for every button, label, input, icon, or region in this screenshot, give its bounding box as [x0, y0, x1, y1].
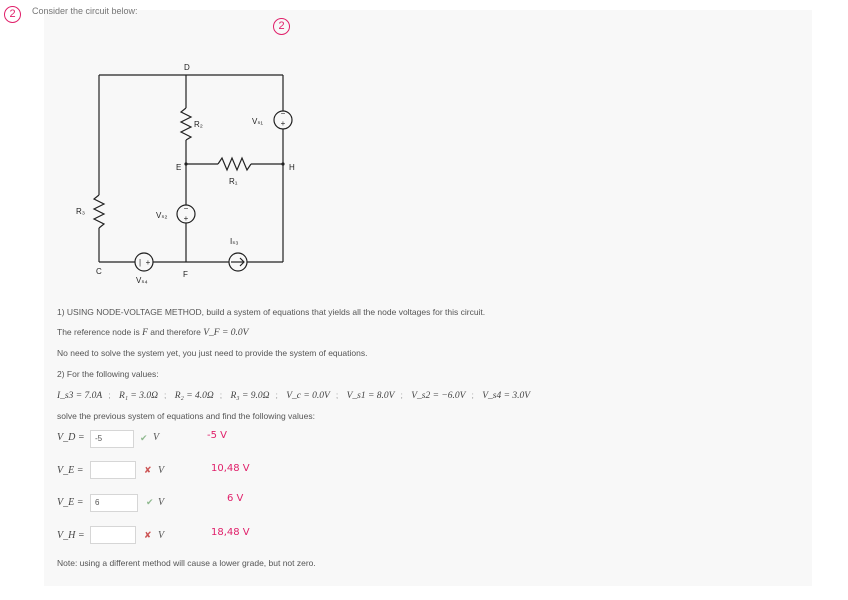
handwritten-answer-ve: 10,48 V — [211, 463, 250, 474]
part2-instruction: 2) For the following values: — [57, 369, 159, 379]
unit-vh: V — [158, 530, 165, 541]
handwritten-answer-vh: 18,48 V — [211, 527, 250, 538]
incorrect-x-icon: ✘ — [144, 530, 152, 540]
value-r3: R₃ = 9.0Ω — [230, 391, 270, 401]
question-number-annotation: 2 — [4, 6, 21, 23]
value-is3: I_s3 = 7.0A — [57, 391, 103, 401]
incorrect-x-icon: ✘ — [144, 465, 152, 475]
handwritten-answer-vd: -5 V — [207, 430, 227, 441]
handwritten-annotation-mark: 2 — [273, 18, 290, 35]
value-vs2: V_s2 = −6.0V — [411, 391, 466, 401]
answer-label-ve2: V_E = — [57, 497, 84, 508]
value-r2: R₂ = 4.0Ω — [174, 391, 214, 401]
answer-label-ve: V_E = — [57, 465, 84, 476]
answer-input-vd[interactable] — [90, 430, 134, 448]
reference-prefix: The reference node is — [57, 327, 140, 337]
reference-node: F — [142, 328, 148, 338]
unit-ve: V — [158, 465, 165, 476]
no-need-note: No need to solve the system yet, you just need to provide the system of equations. — [57, 348, 368, 358]
label-r1: R₁ — [229, 177, 238, 186]
node-label-f: F — [183, 270, 188, 279]
solve-prompt: solve the previous system of equations and find the following values: — [57, 411, 315, 421]
unit-vd: V — [153, 432, 160, 443]
svg-text:+: + — [280, 119, 286, 128]
label-vs1: Vₛ₁ — [252, 117, 264, 126]
svg-text:−: − — [183, 204, 189, 213]
svg-text:+: + — [183, 214, 189, 223]
reference-node-line — [57, 327, 248, 338]
reference-suffix: and therefore — [150, 327, 201, 337]
label-r2: R₂ — [194, 120, 203, 129]
value-vs4: V_s4 = 3.0V — [482, 391, 531, 401]
node-label-h: H — [289, 163, 295, 172]
label-vs2: Vₛ₂ — [156, 211, 168, 220]
value-vc: V_c = 0.0V — [286, 391, 330, 401]
answer-label-vh: V_H = — [57, 530, 85, 541]
label-is3: Iₛ₃ — [230, 237, 239, 246]
value-vs1: V_s1 = 8.0V — [346, 391, 395, 401]
part1-instruction: 1) USING NODE-VOLTAGE METHOD, build a system of equations that yields all the node voltages for this circuit. — [57, 307, 486, 317]
method-note: Note: using a different method will cause a lower grade, but not zero. — [57, 558, 316, 568]
answer-input-ve[interactable] — [90, 461, 136, 479]
answer-label-vd: V_D = — [57, 432, 85, 443]
label-vs4: Vₛ₄ — [136, 276, 148, 285]
correct-check-icon: ✔ — [140, 433, 148, 443]
given-values: I_s3 = 7.0A ; R₁ = 3.0Ω ; R₂ = 4.0Ω ; R₃ = 9.0Ω ; V_c = 0.0V ; V_s1 = 8.0V ; V_s2 = −6.0V ; V_s4 = 3.0V — [57, 390, 531, 401]
node-label-c: C — [96, 267, 102, 276]
label-r3: R₃ — [76, 207, 86, 216]
correct-check-icon: ✔ — [146, 497, 154, 507]
question-prompt: Consider the circuit below: — [32, 6, 138, 16]
answer-input-ve2[interactable] — [90, 494, 138, 512]
node-label-d: D — [184, 63, 190, 72]
handwritten-answer-ve2: 6 V — [227, 493, 244, 504]
reference-equation: V_F = 0.0V — [203, 328, 249, 338]
value-r1: R₁ = 3.0Ω — [118, 391, 158, 401]
svg-text:|: | — [138, 258, 142, 267]
svg-text:−: − — [280, 109, 286, 118]
svg-text:+: + — [145, 258, 151, 267]
answer-input-vh[interactable] — [90, 526, 136, 544]
node-label-e: E — [176, 163, 182, 172]
unit-ve2: V — [158, 497, 165, 508]
circuit-diagram — [76, 58, 320, 290]
